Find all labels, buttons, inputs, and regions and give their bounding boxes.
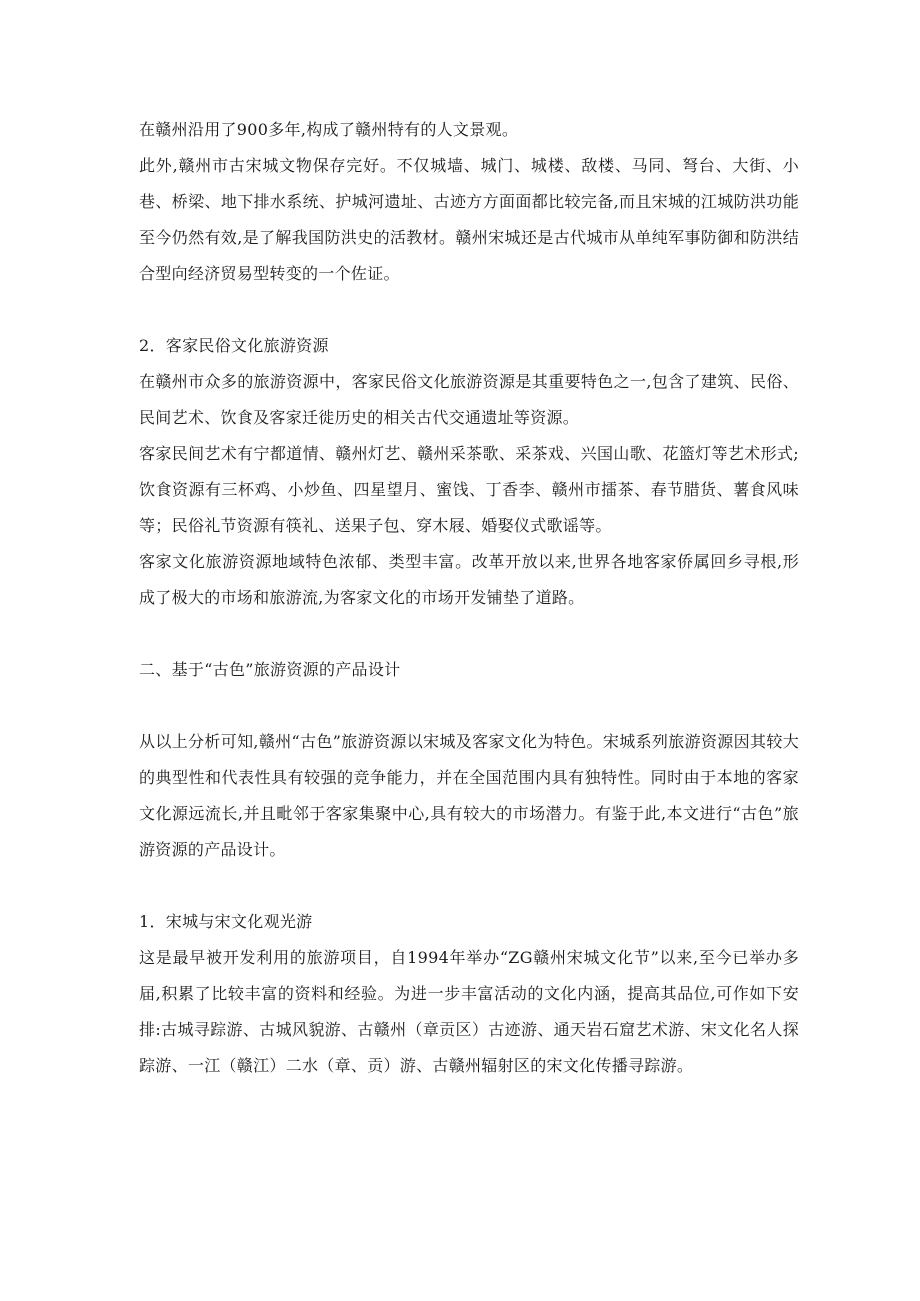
paragraph-hakka-overview: 在赣州市众多的旅游资源中，客家民俗文化旅游资源是其重要特色之一,包含了建筑、民俗、民间艺术、饮食及客家迁徙历史的相关古代交通遗址等资源。 xyxy=(139,372,799,427)
paragraph-song-city-tour: 这是最早被开发利用的旅游项目，自1994年举办“ZG赣州宋城文化节”以来,至今已举办多届,积累了比较丰富的资料和经验。为进一步丰富活动的文化内涵，提高其品位,可作如下安排:古城寻踪游、古城风貌游、古赣州（章贡区）古迹游、通天岩石窟艺术游、宋文化名人探踪游、一江（赣江）二水（章、贡）游、古赣州辐射区的宋文化传播寻踪游。 xyxy=(139,948,799,1075)
paragraph-hakka-arts-food: 客家民间艺术有宁都道情、赣州灯艺、赣州采茶歌、采茶戏、兴国山歌、花篮灯等艺术形式;饮食资源有三杯鸡、小炒鱼、四星望月、蜜饯、丁香李、赣州市擂茶、春节腊货、薯食风味等；民俗礼节资源有筷礼、送果子包、穿木屐、婚娶仪式歌谣等。 xyxy=(139,444,799,535)
subheading-song-city-tour: 1．宋城与宋文化观光游 xyxy=(139,912,313,931)
paragraph-song-city-relics: 此外,赣州市古宋城文物保存完好。不仅城墙、城门、城楼、敌楼、马同、弩台、大街、小巷、桥梁、地下排水系统、护城河遗址、古迹方方面面都比较完备,而且宋城的江城防洪功能至今仍然有效,是了解我国防洪史的活教材。赣州宋城还是古代城市从单纯军事防御和防洪结合型向经济贸易型转变的一个佐证。 xyxy=(139,156,799,283)
spacer xyxy=(139,688,799,724)
document-body xyxy=(139,112,799,1084)
subheading-hakka-resources: 2．客家民俗文化旅游资源 xyxy=(139,336,329,355)
paragraph-continuation: 在赣州沿用了900多年,构成了赣州特有的人文景观。 xyxy=(139,120,519,139)
spacer xyxy=(139,616,799,652)
section-heading-product-design: 二、基于“古色”旅游资源的产品设计 xyxy=(139,660,401,679)
spacer xyxy=(139,868,799,904)
paragraph-hakka-market: 客家文化旅游资源地域特色浓郁、类型丰富。改革开放以来,世界各地客家侨属回乡寻根,形成了极大的市场和旅游流,为客家文化的市场开发铺垫了道路。 xyxy=(139,552,799,607)
paragraph-analysis: 从以上分析可知,赣州“古色”旅游资源以宋城及客家文化为特色。宋城系列旅游资源因其较大的典型性和代表性具有较强的竞争能力，并在全国范围内具有独特性。同时由于本地的客家文化源远流长,并且毗邻于客家集聚中心,具有较大的市场潜力。有鉴于此,本文进行“古色”旅游资源的产品设计。 xyxy=(139,732,799,859)
spacer xyxy=(139,292,799,328)
